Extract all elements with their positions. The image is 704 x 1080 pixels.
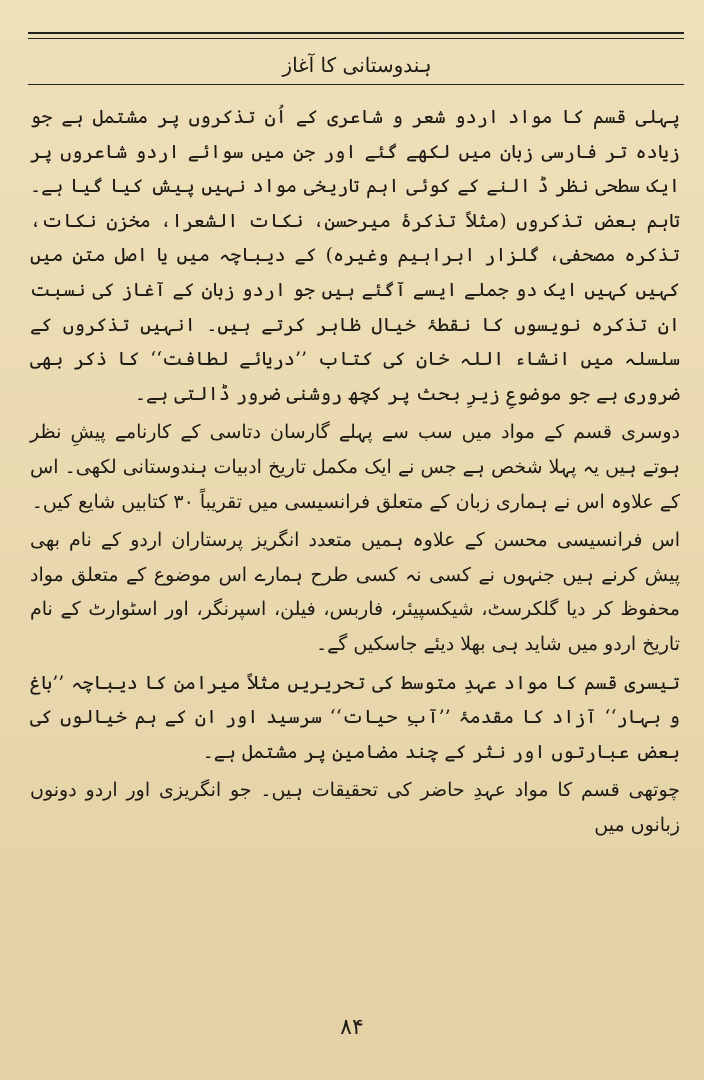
paragraph-1: پہلی قسم کا مواد اردو شعر و شاعری کے اُن تذکروں پر مشتمل ہے جو زیادہ تر فارسی زبان میں لکھے گئے اور جن میں سوائے اردو شاعروں پر ایک سطحی نظر ڈ النے کے کوئی اہم تاریخی مواد نہیں پیش کیا گیا ہے۔ تاہم بعض تذکروں (مثلاً تذکرۂ میرحسن، نکات الشعرا، مخزن نکات، تذکرہ مصحفی، گلزار ابراہیم وغیرہ) کے دیباچہ میں یا اصل متن میں کہیں کہیں ایک دو جملے ایسے آگئے ہیں جو اردو زبان کے آغاز کی نسبت ان تذکرہ نویسوں کا نقطۂ خیال ظاہر کرتے ہیں۔ انہیں تذکروں کے سلسلہ میں انشاء اللہ خان کی کتاب ’’دریائے لطافت‘‘ کا ذکر بھی ضروری ہے جو موضوعِ زیرِ بحث پر کچھ روشنی ضرور ڈالتی ہے۔ xyxy=(30,106,680,405)
paragraph-4: تیسری قسم کا مواد عہدِ متوسط کی تحریریں مثلاً میرامن کا دیباچہ ’’باغ و بہار‘‘ آزاد کا مقدمۂ ’’آبِ حیات‘‘ سرسید اور ان کے ہم خیالوں کی بعض عبارتوں اور نثر کے چند مضامین پر مشتمل ہے۔ xyxy=(30,671,680,763)
paragraph-2: دوسری قسم کے مواد میں سب سے پہلے گارسان دتاسی کے کارنامے پیشِ نظر ہوتے ہیں یہ پہلا شخص ہے جس نے ایک مکمل تاریخ ادبیات ہندوستانی لکھی۔ اس کے علاوہ اس نے ہماری زبان کے متعلق فرانسیسی میں تقریباً ۳۰ کتابیں شایع کیں۔ xyxy=(30,421,680,513)
body-text xyxy=(30,100,680,842)
paragraph-5: چوتھی قسم کا مواد عہدِ حاضر کی تحقیقات ہیں۔ جو انگریزی اور اردو دونوں زبانوں میں xyxy=(30,779,680,836)
header-rule xyxy=(28,84,684,85)
page-number: ۸۴ xyxy=(340,1015,364,1040)
top-double-rule xyxy=(28,32,684,39)
paragraph-3: اس فرانسیسی محسن کے علاوہ ہمیں متعدد انگریز پرستاران اردو کے نام بھی پیش کرنے ہیں جنہوں نے کسی نہ کسی طرح ہمارے اس موضوع کے متعلق مواد محفوظ کر دیا گلکرسٹ، شیکسپیئر، فاربس، فیلن، اسپرنگر، اور اسٹوارٹ کے نام تاریخ اردو میں شاید ہی بھلا دیئے جاسکیں گے۔ xyxy=(30,529,680,655)
running-head: ہندوستانی کا آغاز xyxy=(282,53,432,77)
